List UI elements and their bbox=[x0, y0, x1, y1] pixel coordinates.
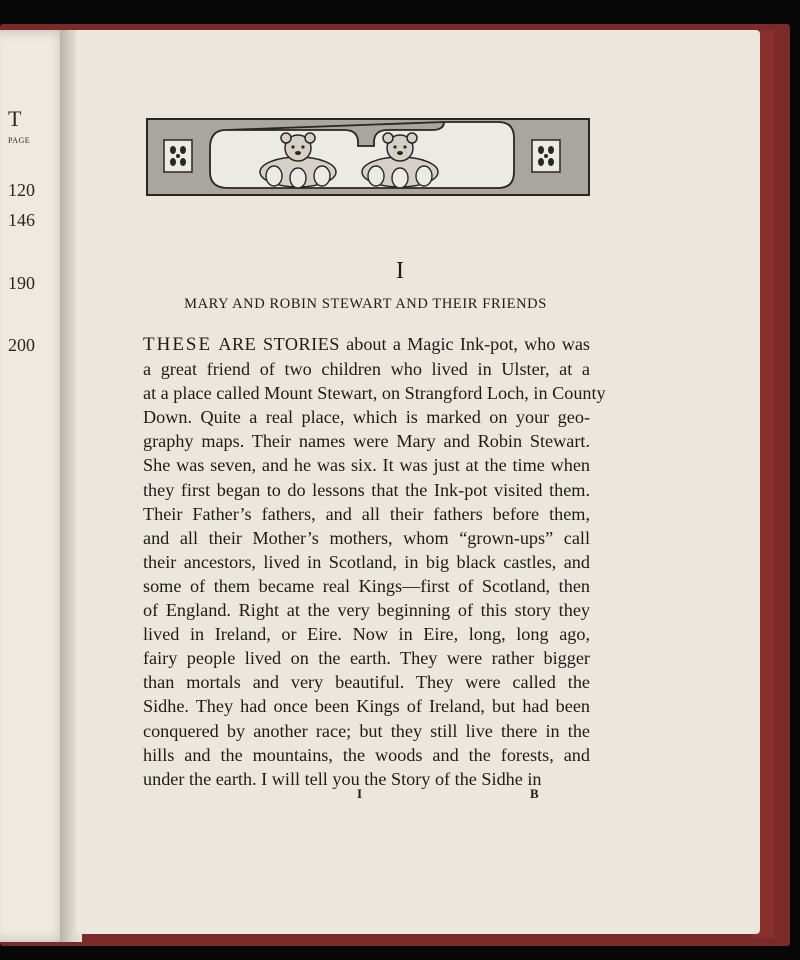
body-line: than mortals and very beautiful. They were called the bbox=[143, 672, 590, 693]
teddy-bears-illustration bbox=[148, 120, 588, 194]
chapter-title: MARY AND ROBIN STEWART AND THEIR FRIENDS bbox=[184, 296, 547, 312]
left-page-heading: T bbox=[8, 106, 22, 131]
body-line: their ancestors, lived in Scotland, in big black castles, and bbox=[143, 551, 590, 572]
body-line: Their Father’s fathers, and all their fathers before them, bbox=[143, 503, 590, 524]
page-folio: I bbox=[357, 786, 363, 801]
body-line: Down. Quite a real place, which is marked on your geo- bbox=[143, 407, 590, 428]
body-line: graphy maps. Their names were Mary and Robin Stewart. bbox=[143, 431, 590, 452]
body-line: and all their Mother’s mothers, whom “grown-ups” call bbox=[143, 527, 590, 548]
toc-page-number: 190 bbox=[8, 273, 35, 293]
toc-page-number: 200 bbox=[8, 335, 35, 355]
body-line: She was seven, and he was six. It was just at the time when bbox=[143, 455, 590, 476]
lead-small-caps: ARE STORIES bbox=[218, 334, 340, 354]
body-line: conquered by another race; but they still live there in the bbox=[143, 720, 590, 741]
body-line: they first began to do lessons that the Ink-pot visited them. bbox=[143, 479, 590, 500]
signature-mark: B bbox=[530, 786, 539, 801]
body-line bbox=[143, 332, 590, 357]
lead-word: THESE bbox=[143, 334, 213, 355]
body-line: at a place called Mount Stewart, on Strangford Loch, in County bbox=[143, 383, 606, 404]
body-line: fairy people lived on the earth. They were rather bigger bbox=[143, 648, 590, 669]
chapter-body-text bbox=[143, 332, 606, 791]
toc-page-number: 146 bbox=[8, 210, 35, 230]
first-line-rest: about a Magic Ink-pot, who was bbox=[346, 334, 591, 354]
body-line: hills and the mountains, the woods and the forests, and bbox=[143, 744, 590, 765]
body-line: under the earth. I will tell you the Story of the Sidhe in bbox=[143, 768, 542, 789]
flower-ornament-left bbox=[164, 140, 192, 172]
body-line: of England. Right at the very beginning of this story they bbox=[143, 600, 590, 621]
body-line: Sidhe. They had once been Kings of Ireland, but had been bbox=[143, 696, 590, 717]
left-page-label: PAGE bbox=[8, 136, 31, 145]
flower-ornament-right bbox=[532, 140, 560, 172]
chapter-number: I bbox=[396, 258, 404, 284]
body-line: some of them became real Kings—first of Scotland, then bbox=[143, 575, 590, 596]
body-line: lived in Ireland, or Eire. Now in Eire, long, long ago, bbox=[143, 624, 590, 645]
chapter-header-illustration bbox=[146, 118, 590, 196]
toc-page-number: 120 bbox=[8, 180, 35, 200]
body-line: a great friend of two children who lived in Ulster, at a bbox=[143, 359, 590, 380]
